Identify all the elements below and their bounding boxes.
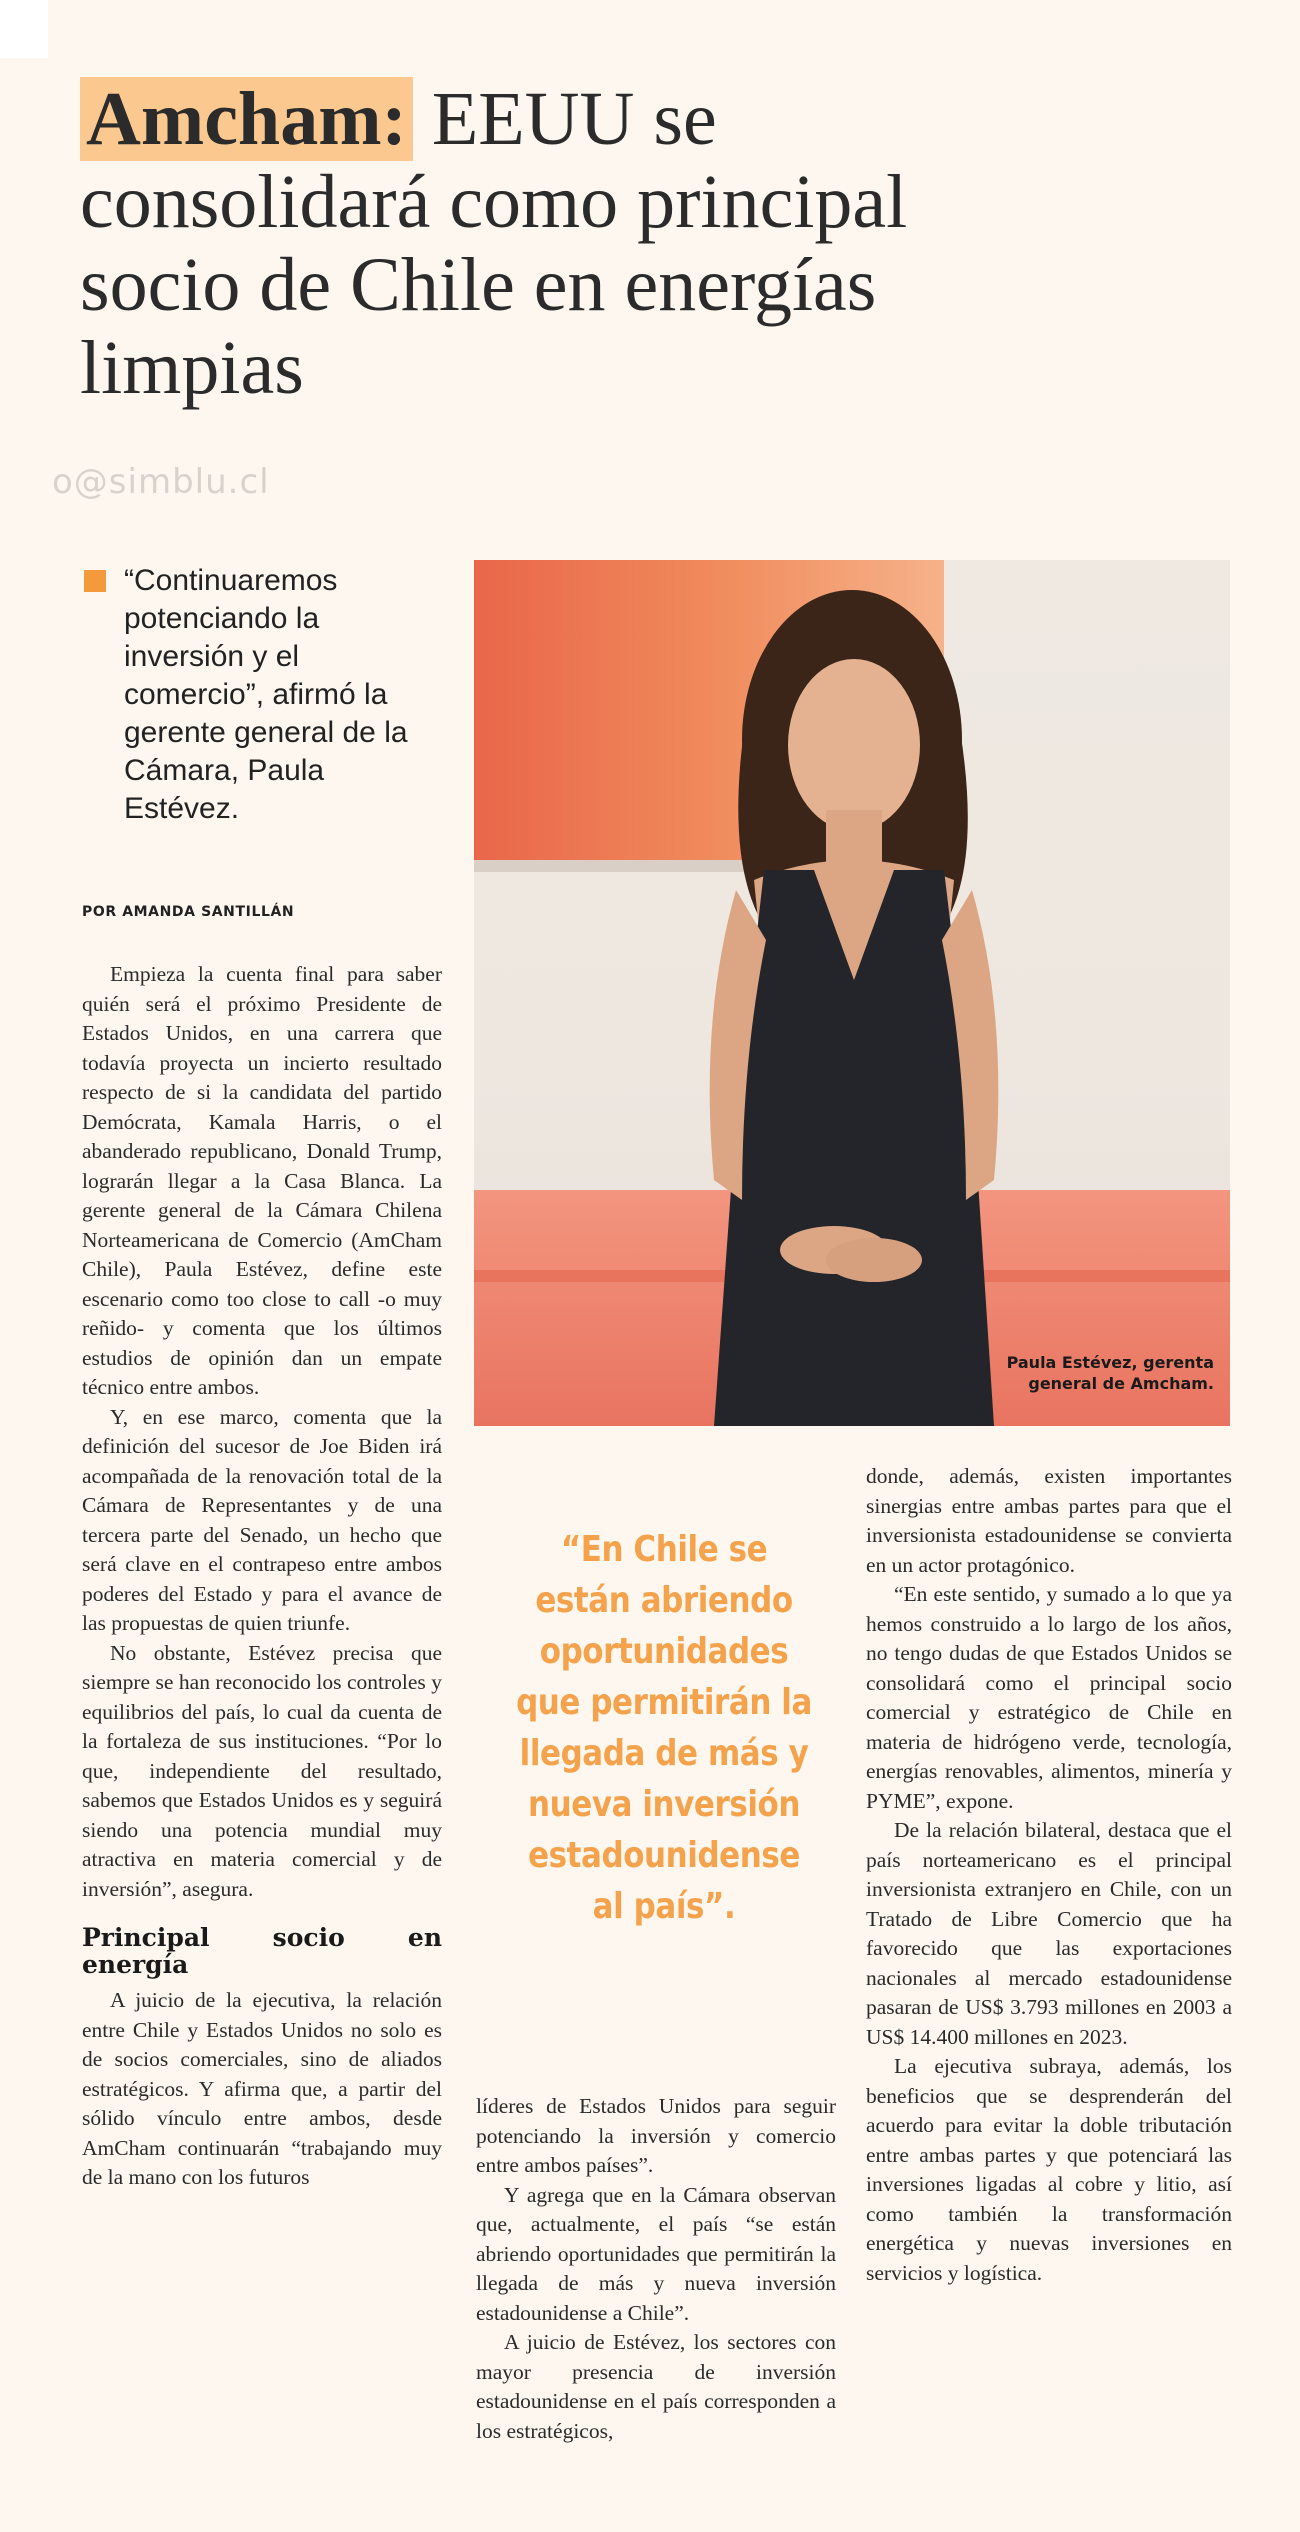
headline-kicker: Amcham: <box>80 77 413 161</box>
section-subheading: Principal socio en energía <box>82 1923 442 1979</box>
headline-text: EEUU se consolidará como principal socio de Chile en energías limpias <box>80 77 908 410</box>
column-2 <box>476 2092 836 2446</box>
paragraph: Y, en ese marco, comenta que la definición del sucesor de Joe Biden irá acompañada de la renovación total de la Cámara de Representantes y de una tercera parte del Senado, un hecho que será clave en el contrapeso entre ambos poderes del Estado y para el avance de las propuestas de quien triunfe. <box>82 1404 442 1635</box>
paragraph: La ejecutiva subraya, además, los beneficios que se desprenderán del acuerdo para evitar la doble tributación entre ambas partes y que potenciará las inversiones ligadas al cobre y litio, así como también la transformación energética y nuevas inversiones en servicios y logística. <box>866 2054 1232 2285</box>
paragraph: De la relación bilateral, destaca que el país norteamericano es el principal inversionista extranjero en Chile, con un Tratado de Libre Comercio que ha favorecido que las exportaciones nacionales al mercado estadounidense pasaran de US$ 3.793 millones en 2003 a US$ 14.400 millones en 2023. <box>866 1818 1232 2049</box>
paragraph: donde, además, existen importantes sinergias entre ambas partes para que el inversionista estadounidense se convierta en un actor protagónico. <box>866 1464 1232 1577</box>
lead-text: “Continuaremos potenciando la inversión y el comercio”, afirmó la gerente general de la Cámara, Paula Estévez. <box>124 564 408 825</box>
paragraph: A juicio de Estévez, los sectores con mayor presencia de inversión estadounidense en el país corresponden a los estratégicos, <box>476 2330 836 2443</box>
paragraph: Y agrega que en la Cámara observan que, actualmente, el país “se están abriendo oportunidades que permitirán la llegada de más y nueva inversión estadounidense a Chile”. <box>476 2182 836 2325</box>
pull-quote: “En Chile se están abriendo oportunidades que permitirán la llegada de más y nueva inversión estadounidense al país”. <box>516 1529 812 1927</box>
portrait-illustration <box>474 560 1230 1426</box>
bullet-square-icon <box>84 570 106 592</box>
portrait-photo <box>474 560 1230 1426</box>
photo-caption-line-2: general de Amcham. <box>1028 1374 1214 1393</box>
column-1 <box>82 960 442 2193</box>
photo-caption-line-1: Paula Estévez, gerenta <box>1006 1353 1214 1372</box>
paragraph: líderes de Estados Unidos para seguir potenciando la inversión y comercio entre ambos países”. <box>476 2094 836 2177</box>
column-3 <box>866 1462 1232 2288</box>
paragraph: A juicio de la ejecutiva, la relación entre Chile y Estados Unidos no solo es de socios comerciales, sino de aliados estratégicos. Y afirma que, a partir del sólido vínculo entre ambos, desde AmCham continuarán “trabajando muy de la mano con los futuros <box>82 1988 442 2189</box>
photo-caption <box>1007 1352 1214 1394</box>
paragraph: No obstante, Estévez precisa que siempre se han reconocido los controles y equilibrios del país, lo cual da cuenta de la fortaleza de sus instituciones. “Por lo que, independiente del resultado, sabemos que Estados Unidos es y seguirá siendo una potencia mundial muy atractiva en materia comercial y de inversión”, asegura. <box>82 1640 442 1901</box>
paragraph: “En este sentido, y sumado a lo que ya hemos construido a lo largo de los años, no tengo dudas de que Estados Unidos se consolidará como el principal socio comercial y estratégico de Chile en materia de hidrógeno verde, tecnología, energías renovables, alimentos, minería y PYME”, expone. <box>866 1582 1232 1813</box>
headline <box>80 78 980 410</box>
lead-block <box>84 562 424 828</box>
corner-box <box>0 0 48 58</box>
watermark-text: o@simblu.cl <box>52 462 270 502</box>
paragraph: Empieza la cuenta final para saber quién será el próximo Presidente de Estados Unidos, en una carrera que todavía proyecta un incierto resultado respecto de si la candidata del partido Demócrata, Kamala Harris, o el abanderado republicano, Donald Trump, lograrán llegar a la Casa Blanca. La gerente general de la Cámara Chilena Norteamericana de Comercio (AmCham Chile), Paula Estévez, define este escenario como too close to call -o muy reñido- y comenta que los últimos estudios de opinión dan un empate técnico entre ambos. <box>82 962 442 1399</box>
byline: POR AMANDA SANTILLÁN <box>82 904 295 920</box>
